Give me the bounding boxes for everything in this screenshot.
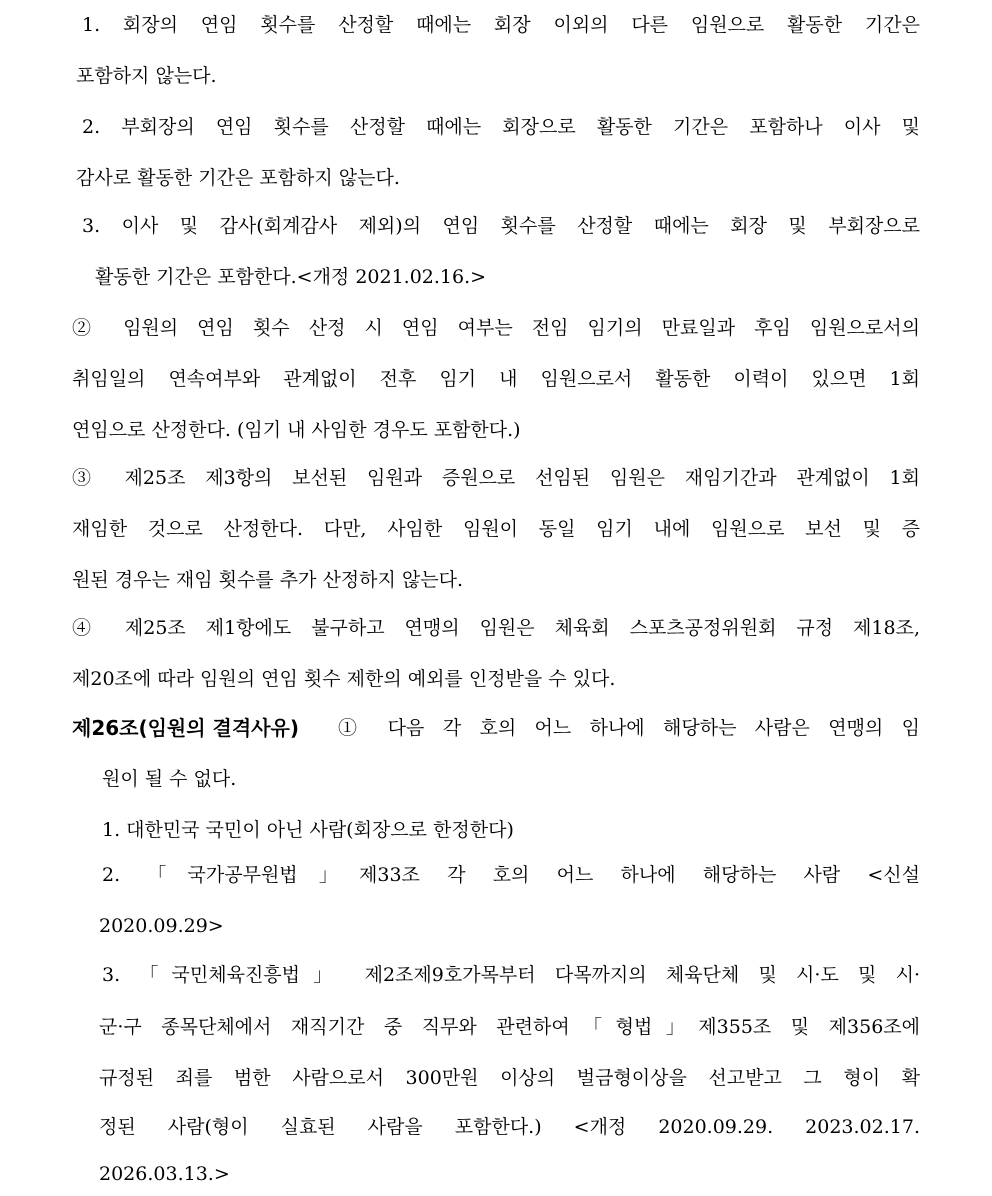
item3-line2: 활동한 기간은 포함한다.<개정 2021.02.16.>	[95, 266, 487, 288]
para2-line1: ② 임원의 연임 횟수 산정 시 연임 여부는 전임 임기의 만료일과 후임 임원으로서의	[72, 317, 920, 339]
para2-line2: 취임일의 연속여부와 관계없이 전후 임기 내 임원으로서 활동한 이력이 있으면 1회	[72, 368, 920, 390]
para3-line2: 재임한 것으로 산정한다. 다만, 사임한 임원이 동일 임기 내에 임원으로 보선 및 증	[72, 518, 920, 540]
article26-item3-line3: 규정된 죄를 범한 사람으로서 300만원 이상의 벌금형이상을 선고받고 그 형이 확	[99, 1067, 920, 1089]
item2-line2: 감사로 활동한 기간은 포함하지 않는다.	[76, 167, 400, 189]
article26-heading: 제26조(임원의 결격사유)	[72, 716, 299, 740]
para3-line3: 원된 경우는 재임 횟수를 추가 산정하지 않는다.	[72, 569, 464, 591]
article26-item2-line2: 2020.09.29>	[99, 915, 224, 937]
article26-item3-line2: 군·구 종목단체에서 재직기간 중 직무와 관련하여「형법」제355조 및 제356조에	[99, 1016, 920, 1038]
item1-line2: 포함하지 않는다.	[76, 65, 217, 87]
article26-item1: 1. 대한민국 국민이 아닌 사람(회장으로 한정한다)	[102, 819, 514, 841]
item1-line1: 1. 회장의 연임 횟수를 산정할 때에는 회장 이외의 다른 임원으로 활동한 기간은	[82, 14, 920, 36]
para3-line1: ③ 제25조 제3항의 보선된 임원과 증원으로 선임된 임원은 재임기간과 관계없이 1회	[72, 467, 920, 489]
para4-line2: 제20조에 따라 임원의 연임 횟수 제한의 예외를 인정받을 수 있다.	[72, 668, 616, 690]
article26-item3-line1: 3. 「국민체육진흥법」 제2조제9호가목부터 다목까지의 체육단체 및 시·도 및 시·	[102, 964, 920, 986]
para2-line3: 연임으로 산정한다. (임기 내 사임한 경우도 포함한다.)	[72, 419, 521, 441]
item3-line1: 3. 이사 및 감사(회계감사 제외)의 연임 횟수를 산정할 때에는 회장 및 부회장으로	[82, 215, 920, 237]
article26-para1-line1: ① 다음 각 호의 어느 하나에 해당하는 사람은 연맹의 임	[338, 717, 920, 739]
item2-line1: 2. 부회장의 연임 횟수를 산정할 때에는 회장으로 활동한 기간은 포함하나 이사 및	[82, 116, 920, 138]
para4-line1: ④ 제25조 제1항에도 불구하고 연맹의 임원은 체육회 스포츠공정위원회 규정 제18조,	[72, 617, 920, 639]
article26-item2-line1: 2. 「국가공무원법」제33조 각 호의 어느 하나에 해당하는 사람 <신설	[102, 864, 920, 886]
article26-item3-line4: 정된 사람(형이 실효된 사람을 포함한다.) <개정 2020.09.29. 2023.02.17.	[99, 1116, 920, 1138]
article26-item3-line5: 2026.03.13.>	[99, 1163, 230, 1185]
article26-para1-line2: 원이 될 수 없다.	[102, 768, 237, 790]
